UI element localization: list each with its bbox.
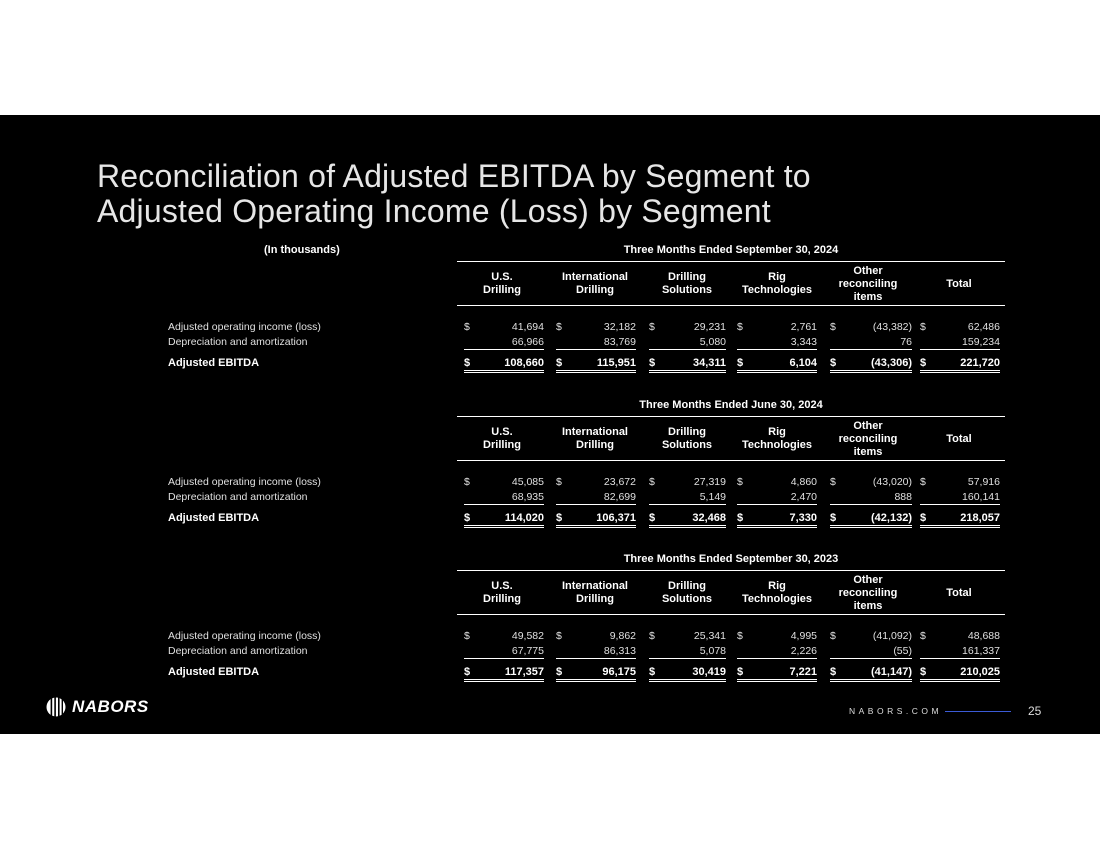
nabors-logo-icon [46,697,66,717]
total-double-underline [556,372,636,373]
total-double-underline [464,370,544,371]
column-header [452,580,552,606]
table-cell [737,321,817,335]
nabors-logo [46,697,149,717]
table-cell [737,630,817,644]
column-header-line: Solutions [661,593,713,605]
column-header [727,426,827,452]
subtotal-underline [649,658,726,659]
page-number: 25 [1028,704,1042,718]
currency-symbol: $ [920,476,926,488]
table-cell [464,491,544,505]
total-double-underline [737,527,817,528]
cell-value: (43,020) [872,476,912,488]
adjusted-ebitda-label: Adjusted EBITDA [168,666,260,678]
total-double-underline [920,525,1000,526]
table-cell [649,512,726,526]
column-header-line: Rig [768,580,786,592]
currency-symbol: $ [920,630,926,642]
column-header-line: Drilling [483,593,521,605]
cell-value: 114,020 [504,512,544,524]
currency-symbol: $ [649,476,655,488]
cell-value: 25,341 [693,630,726,642]
table-cell [464,321,544,335]
column-header-line: Drilling [483,439,521,451]
total-double-underline [556,527,636,528]
table-cell [464,512,544,526]
period-heading: Three Months Ended September 30, 2023 [623,553,839,565]
cell-value: 3,343 [790,336,817,348]
currency-symbol: $ [737,630,743,642]
total-double-underline [464,679,544,680]
table-cell [649,321,726,335]
footer-accent-line [945,711,1011,712]
total-double-underline [830,527,912,528]
currency-symbol: $ [920,666,927,678]
table-cell [737,512,817,526]
cell-value: 161,337 [962,645,1000,657]
cell-value: 5,080 [699,336,726,348]
column-header-line: Drilling [576,284,614,296]
column-header-line: items [853,599,883,612]
total-double-underline [737,681,817,682]
total-double-underline [556,681,636,682]
total-double-underline [556,370,636,371]
cell-value: 115,951 [596,357,636,369]
column-header-line: reconciling [838,586,898,599]
cell-value: 27,319 [693,476,726,488]
total-double-underline [649,679,726,680]
currency-symbol: $ [920,512,927,524]
column-header-line: reconciling [838,277,898,290]
currency-symbol: $ [830,476,836,488]
cell-value: 76 [900,336,912,348]
cell-value: 221,720 [960,357,1000,369]
cell-value: 30,419 [692,666,726,678]
cell-value: 62,486 [967,321,1000,333]
slide-title [97,159,811,229]
currency-symbol: $ [464,630,470,642]
cell-value: 67,775 [511,645,544,657]
table-cell [830,357,912,371]
cell-value: 888 [894,491,912,503]
title-line-2: Adjusted Operating Income (Loss) by Segment [97,193,771,229]
subtotal-underline [737,349,817,350]
currency-symbol: $ [737,476,743,488]
subtotal-underline [830,658,912,659]
cell-value: 5,149 [699,491,726,503]
cell-value: 2,470 [790,491,817,503]
table-cell [556,630,636,644]
cell-value: 32,182 [603,321,636,333]
row-label: Depreciation and amortization [168,491,308,503]
total-double-underline [649,525,726,526]
total-double-underline [556,679,636,680]
table-cell [830,336,912,350]
column-header-line: U.S. [491,580,513,592]
currency-symbol: $ [737,321,743,333]
cell-value: 9,862 [609,630,636,642]
table-cell [737,357,817,371]
currency-symbol: $ [649,666,656,678]
column-header [909,433,1009,446]
column-header-line: Other [853,573,883,586]
cell-value: 23,672 [603,476,636,488]
cell-value: 29,231 [693,321,726,333]
subtotal-underline [464,349,544,350]
table-cell [830,630,912,644]
total-double-underline [737,372,817,373]
subtotal-underline [920,349,1000,350]
table-cell [737,476,817,490]
currency-symbol: $ [737,357,744,369]
column-header [545,426,645,452]
table-cell [649,630,726,644]
column-header [637,580,737,606]
table-cell [464,357,544,371]
column-header-line: Drilling [668,580,706,592]
column-header [452,271,552,297]
table-cell [920,630,1000,644]
table-cell [737,336,817,350]
column-header-line: International [561,426,628,438]
total-double-underline [830,372,912,373]
total-double-underline [649,372,726,373]
row-label: Adjusted operating income (loss) [168,630,321,642]
column-header [637,426,737,452]
cell-value: 32,468 [692,512,726,524]
header-rule [457,305,1005,306]
currency-symbol: $ [830,666,837,678]
total-double-underline [920,679,1000,680]
cell-value: 4,995 [790,630,817,642]
cell-value: 6,104 [789,357,817,369]
cell-value: 160,141 [962,491,1000,503]
total-double-underline [920,527,1000,528]
total-double-underline [920,372,1000,373]
period-rule [457,261,1005,262]
cell-value: 159,234 [962,336,1000,348]
column-header-line: Other [853,419,883,432]
column-header-line: Drilling [668,271,706,283]
table-cell [920,336,1000,350]
column-header [909,587,1009,600]
cell-value: 66,966 [511,336,544,348]
total-double-underline [464,681,544,682]
subtotal-underline [649,349,726,350]
column-header-line: Solutions [661,284,713,296]
cell-value: 2,761 [790,321,817,333]
column-header-line: items [853,290,883,303]
cell-value: 218,057 [960,512,1000,524]
currency-symbol: $ [464,666,471,678]
table-cell [830,666,912,680]
cell-value: 4,860 [790,476,817,488]
table-cell [464,630,544,644]
row-label: Depreciation and amortization [168,336,308,348]
cell-value: (43,306) [871,357,912,369]
cell-value: 45,085 [511,476,544,488]
table-cell [556,512,636,526]
column-header-line: Total [946,586,972,599]
total-double-underline [737,525,817,526]
cell-value: 86,313 [603,645,636,657]
currency-symbol: $ [556,321,562,333]
cell-value: 48,688 [967,630,1000,642]
row-label: Adjusted operating income (loss) [168,476,321,488]
table-cell [464,666,544,680]
column-header-line: Total [946,432,972,445]
subtotal-underline [556,504,636,505]
total-double-underline [464,527,544,528]
table-cell [556,321,636,335]
cell-value: 2,226 [790,645,817,657]
currency-symbol: $ [920,321,926,333]
total-double-underline [649,681,726,682]
currency-symbol: $ [556,512,563,524]
table-cell [649,666,726,680]
table-cell [556,357,636,371]
column-header-line: Technologies [741,593,813,605]
subtotal-underline [830,349,912,350]
total-double-underline [649,527,726,528]
table-cell [830,476,912,490]
header-rule [457,460,1005,461]
currency-symbol: $ [556,666,563,678]
column-header-line: Drilling [576,593,614,605]
cell-value: 210,025 [960,666,1000,678]
currency-symbol: $ [737,666,744,678]
cell-value: 106,371 [596,512,636,524]
column-header-line: Rig [768,271,786,283]
column-header-line: U.S. [491,426,513,438]
total-double-underline [830,525,912,526]
period-heading: Three Months Ended June 30, 2024 [639,399,823,411]
units-label: (In thousands) [264,244,340,256]
table-cell [830,491,912,505]
column-header [818,265,918,304]
table-cell [920,666,1000,680]
column-header-line: Solutions [661,439,713,451]
currency-symbol: $ [830,512,837,524]
total-double-underline [556,525,636,526]
currency-symbol: $ [649,630,655,642]
column-header-line: Drilling [668,426,706,438]
subtotal-underline [830,504,912,505]
total-double-underline [920,370,1000,371]
column-header [727,271,827,297]
subtotal-underline [920,504,1000,505]
cell-value: 34,311 [692,357,726,369]
total-double-underline [464,525,544,526]
table-cell [556,336,636,350]
column-header [727,580,827,606]
column-header-line: Total [946,277,972,290]
logo-text: NABORS [72,697,149,716]
cell-value: 5,078 [699,645,726,657]
subtotal-underline [556,349,636,350]
table-cell [920,476,1000,490]
cell-value: 108,660 [504,357,544,369]
table-cell [649,336,726,350]
cell-value: 7,221 [789,666,817,678]
column-header [637,271,737,297]
currency-symbol: $ [830,321,836,333]
total-double-underline [830,679,912,680]
subtotal-underline [737,504,817,505]
cell-value: (43,382) [872,321,912,333]
table-cell [920,321,1000,335]
total-double-underline [649,370,726,371]
column-header-line: Other [853,264,883,277]
column-header [909,278,1009,291]
column-header [545,271,645,297]
table-cell [556,491,636,505]
table-cell [556,645,636,659]
table-cell [649,357,726,371]
cell-value: (55) [893,645,912,657]
table-cell [737,491,817,505]
column-header-line: Drilling [576,439,614,451]
currency-symbol: $ [556,630,562,642]
cell-value: 7,330 [789,512,817,524]
subtotal-underline [556,658,636,659]
column-header-line: Technologies [741,284,813,296]
total-double-underline [830,681,912,682]
total-double-underline [737,370,817,371]
table-cell [920,512,1000,526]
period-rule [457,416,1005,417]
title-line-1: Reconciliation of Adjusted EBITDA by Segment to [97,158,811,194]
currency-symbol: $ [649,357,656,369]
table-cell [830,512,912,526]
table-cell [464,645,544,659]
table-cell [464,336,544,350]
table-cell [830,321,912,335]
period-heading: Three Months Ended September 30, 2024 [623,244,839,256]
cell-value: 82,699 [603,491,636,503]
table-cell [464,476,544,490]
subtotal-underline [464,504,544,505]
total-double-underline [920,681,1000,682]
cell-value: (42,132) [871,512,912,524]
table-cell [830,645,912,659]
adjusted-ebitda-label: Adjusted EBITDA [168,357,260,369]
column-header-line: Technologies [741,439,813,451]
total-double-underline [464,372,544,373]
table-cell [649,476,726,490]
column-header-line: Drilling [483,284,521,296]
table-cell [920,491,1000,505]
column-header-line: items [853,445,883,458]
cell-value: 49,582 [511,630,544,642]
subtotal-underline [464,658,544,659]
period-rule [457,570,1005,571]
currency-symbol: $ [649,321,655,333]
cell-value: 68,935 [511,491,544,503]
cell-value: 83,769 [603,336,636,348]
column-header-line: Rig [768,426,786,438]
subtotal-underline [649,504,726,505]
currency-symbol: $ [464,321,470,333]
row-label: Depreciation and amortization [168,645,308,657]
cell-value: 57,916 [967,476,1000,488]
table-cell [649,491,726,505]
cell-value: 96,175 [602,666,636,678]
column-header-line: International [561,580,628,592]
cell-value: (41,092) [872,630,912,642]
row-label: Adjusted operating income (loss) [168,321,321,333]
currency-symbol: $ [556,476,562,488]
currency-symbol: $ [830,630,836,642]
cell-value: 41,694 [511,321,544,333]
column-header [452,426,552,452]
website-label: NABORS.COM [849,706,943,716]
column-header-line: reconciling [838,432,898,445]
column-header [818,574,918,613]
table-cell [737,666,817,680]
column-header-line: U.S. [491,271,513,283]
column-header [545,580,645,606]
table-cell [556,666,636,680]
total-double-underline [830,370,912,371]
header-rule [457,614,1005,615]
table-cell [920,645,1000,659]
currency-symbol: $ [556,357,563,369]
table-cell [649,645,726,659]
currency-symbol: $ [830,357,837,369]
currency-symbol: $ [464,476,470,488]
total-double-underline [737,679,817,680]
currency-symbol: $ [464,512,471,524]
table-cell [737,645,817,659]
slide [0,115,1100,734]
column-header-line: International [561,271,628,283]
subtotal-underline [737,658,817,659]
currency-symbol: $ [464,357,471,369]
table-cell [556,476,636,490]
subtotal-underline [920,658,1000,659]
table-cell [920,357,1000,371]
column-header [818,420,918,459]
cell-value: (41,147) [871,666,912,678]
currency-symbol: $ [920,357,927,369]
adjusted-ebitda-label: Adjusted EBITDA [168,512,260,524]
cell-value: 117,357 [504,666,544,678]
currency-symbol: $ [737,512,744,524]
currency-symbol: $ [649,512,656,524]
